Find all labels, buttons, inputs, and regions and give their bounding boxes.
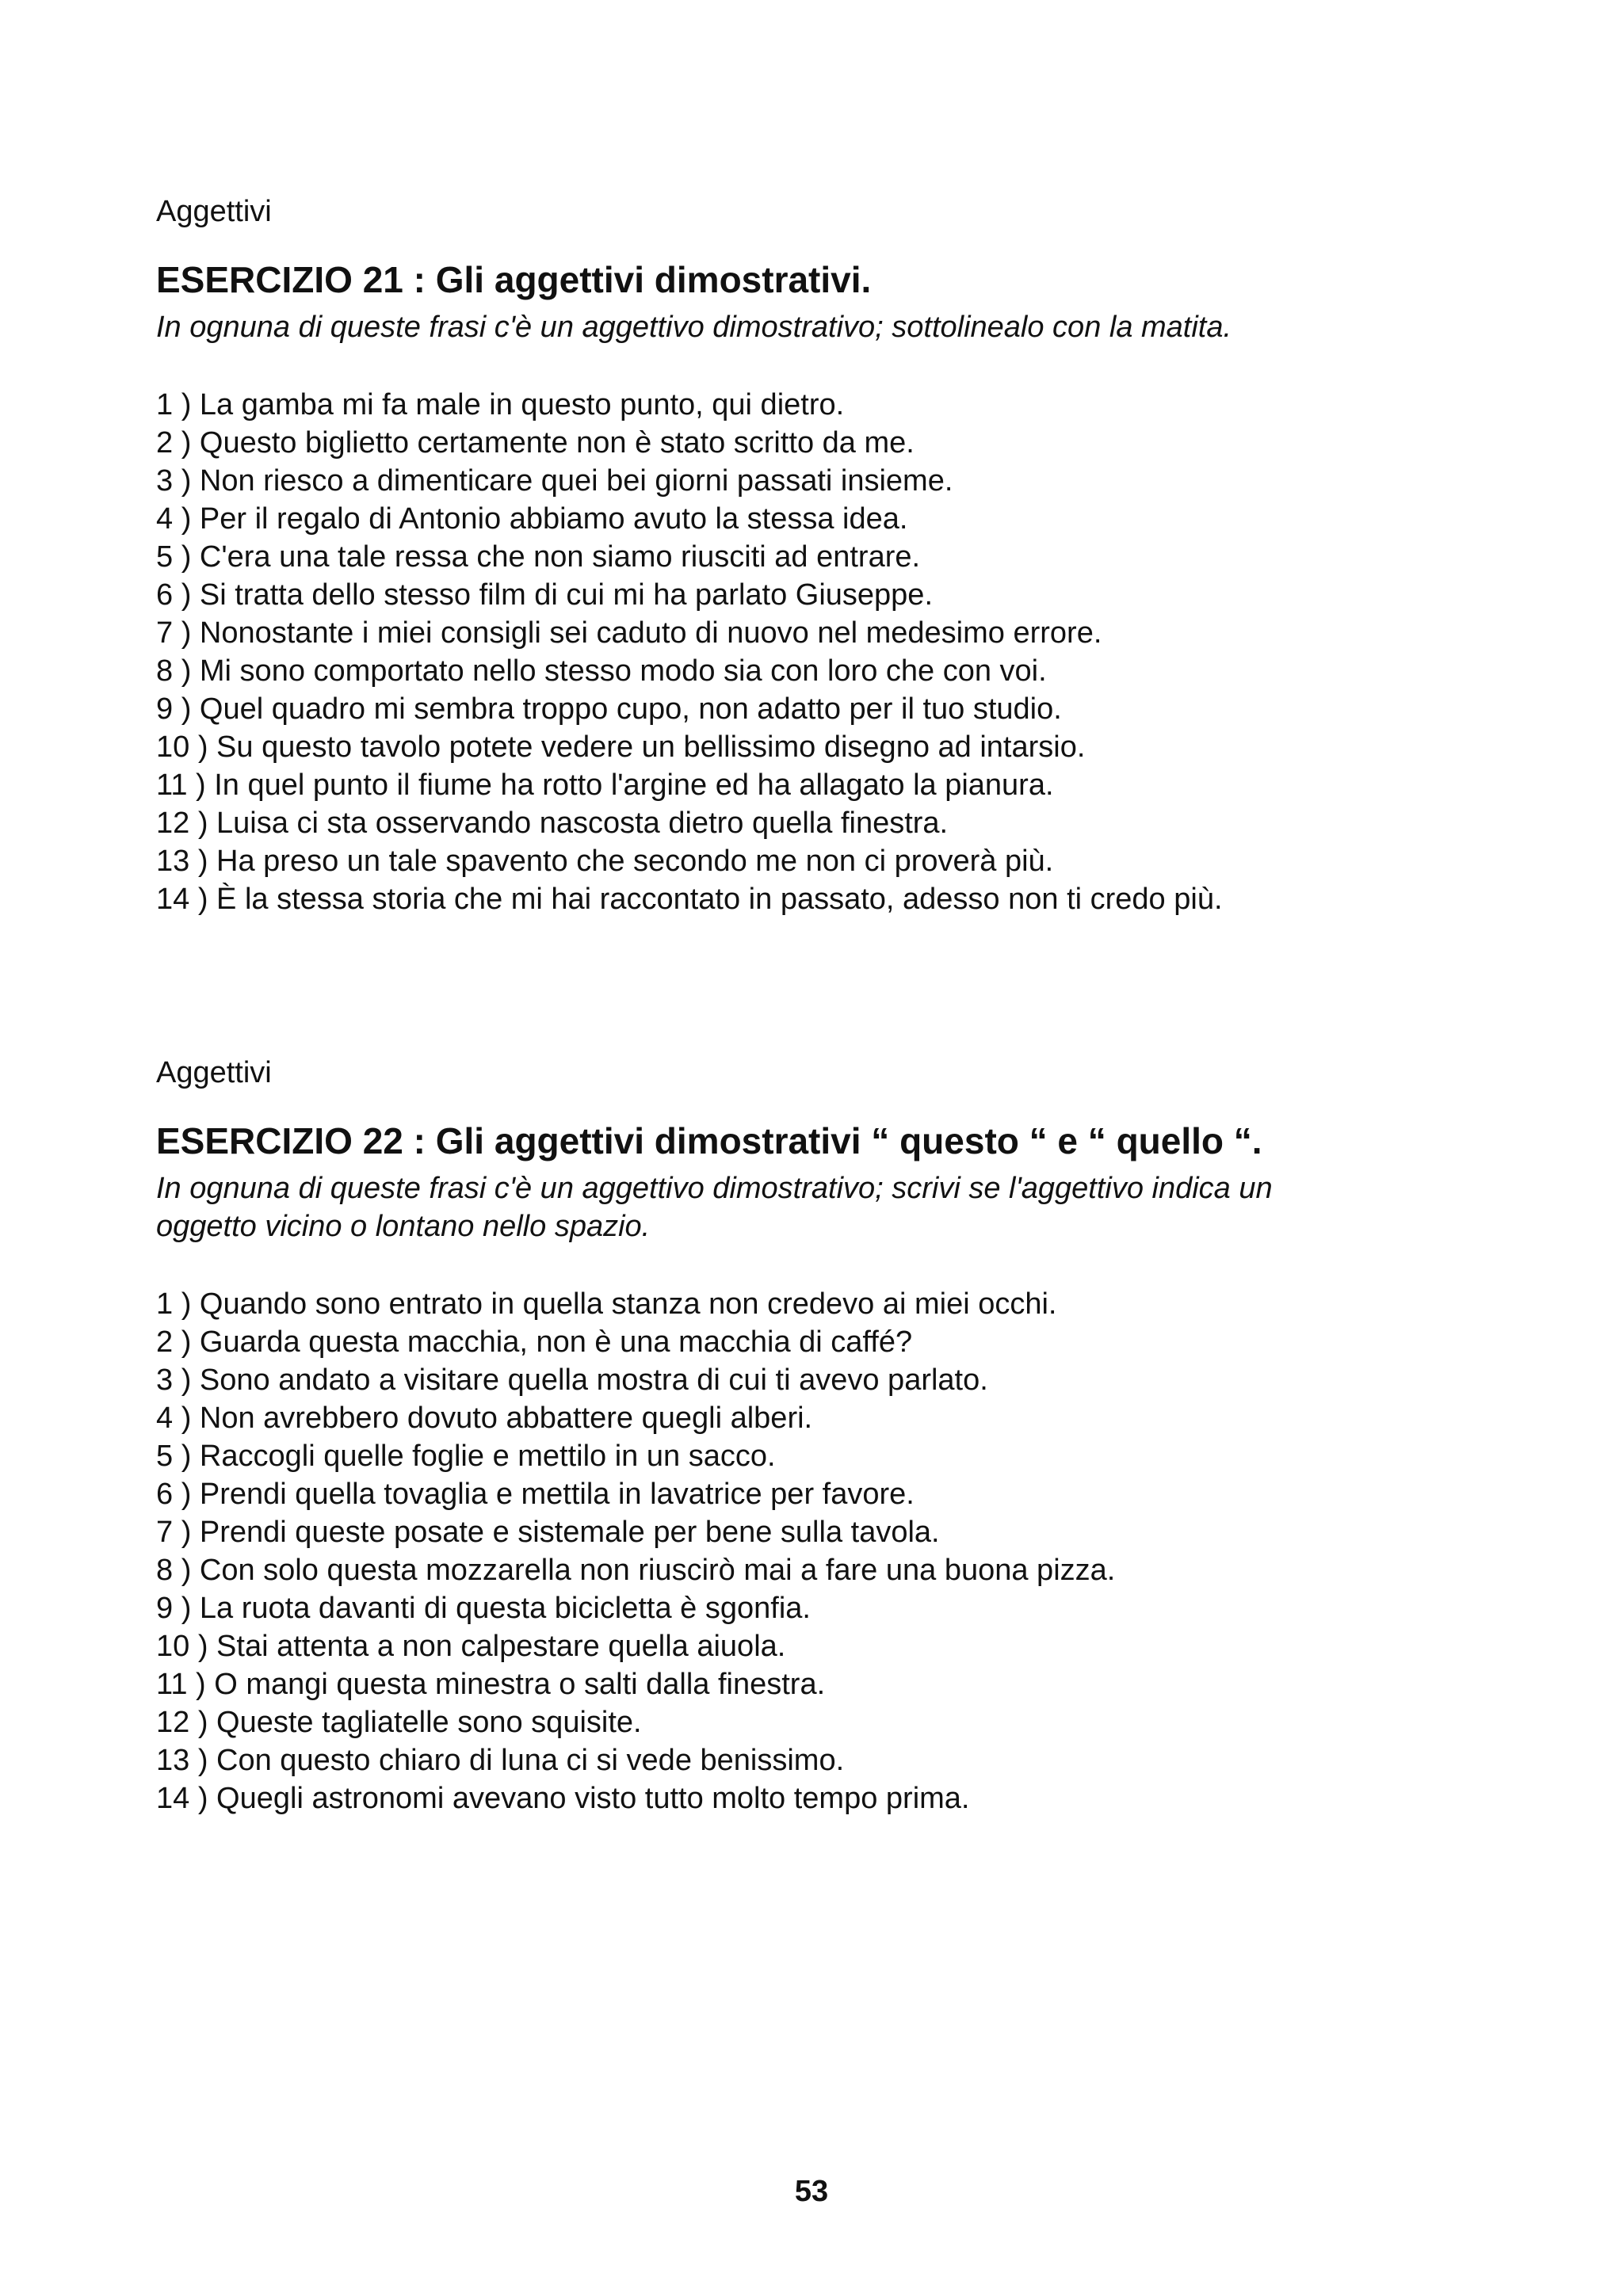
list-item: 11 ) O mangi questa minestra o salti dalla finestra.	[156, 1668, 826, 1701]
exercise-instruction: In ognuna di queste frasi c'è un aggettivo dimostrativo; sottolinealo con la matita.	[156, 311, 1232, 344]
sentence-list	[156, 1285, 1472, 1817]
list-item: 9 ) La ruota davanti di questa bicicletta è sgonfia.	[156, 1592, 811, 1625]
list-item: 11 ) In quel punto il fiume ha rotto l'argine ed ha allagato la pianura.	[156, 769, 1054, 802]
list-item: 9 ) Quel quadro mi sembra troppo cupo, non adatto per il tuo studio.	[156, 692, 1062, 726]
list-item: 6 ) Si tratta dello stesso film di cui mi ha parlato Giuseppe.	[156, 578, 934, 612]
exercise-21	[156, 193, 1472, 918]
list-item: 13 ) Con questo chiaro di luna ci si vede benissimo.	[156, 1744, 845, 1777]
list-item: 14 ) È la stessa storia che mi hai raccontato in passato, adesso non ti credo più.	[156, 883, 1223, 916]
list-item: 3 ) Sono andato a visitare quella mostra di cui ti avevo parlato.	[156, 1363, 988, 1397]
list-item: 7 ) Nonostante i miei consigli sei caduto di nuovo nel medesimo errore.	[156, 616, 1102, 650]
list-item: 12 ) Luisa ci sta osservando nascosta dietro quella finestra.	[156, 807, 949, 840]
list-item: 12 ) Queste tagliatelle sono squisite.	[156, 1706, 642, 1739]
list-item: 8 ) Mi sono comportato nello stesso modo sia con loro che con voi.	[156, 654, 1047, 688]
exercise-title: ESERCIZIO 21 : Gli aggettivi dimostrativi.	[156, 259, 872, 300]
sentence-list	[156, 386, 1472, 918]
list-item: 8 ) Con solo questa mozzarella non riuscirò mai a fare una buona pizza.	[156, 1554, 1116, 1587]
list-item: 5 ) C'era una tale ressa che non siamo riusciti ad entrare.	[156, 540, 921, 574]
list-item: 4 ) Non avrebbero dovuto abbattere quegli alberi.	[156, 1402, 813, 1435]
list-item: 1 ) La gamba mi fa male in questo punto, qui dietro.	[156, 388, 845, 421]
list-item: 7 ) Prendi queste posate e sistemale per bene sulla tavola.	[156, 1516, 940, 1549]
exercise-instruction: In ognuna di queste frasi c'è un aggettivo dimostrativo; scrivi se l'aggettivo indica un	[156, 1172, 1273, 1205]
list-item: 2 ) Guarda questa macchia, non è una macchia di caffé?	[156, 1325, 913, 1359]
list-item: 14 ) Quegli astronomi avevano visto tutto molto tempo prima.	[156, 1782, 970, 1815]
exercise-22	[156, 1054, 1472, 1817]
list-item: 5 ) Raccogli quelle foglie e mettilo in un sacco.	[156, 1440, 776, 1473]
list-item: 10 ) Stai attenta a non calpestare quella aiuola.	[156, 1630, 786, 1663]
list-item: 1 ) Quando sono entrato in quella stanza non credevo ai miei occhi.	[156, 1287, 1057, 1321]
exercise-title: ESERCIZIO 22 : Gli aggettivi dimostrativi “ questo “ e “ quello “.	[156, 1120, 1262, 1161]
list-item: 6 ) Prendi quella tovaglia e mettila in lavatrice per favore.	[156, 1478, 915, 1511]
exercise-instruction-line-2: oggetto vicino o lontano nello spazio.	[156, 1210, 651, 1243]
list-item: 3 ) Non riesco a dimenticare quei bei giorni passati insieme.	[156, 464, 953, 498]
list-item: 4 ) Per il regalo di Antonio abbiamo avuto la stessa idea.	[156, 502, 908, 536]
category-label: Aggettivi	[156, 195, 272, 228]
list-item: 13 ) Ha preso un tale spavento che secondo me non ci proverà più.	[156, 845, 1054, 878]
list-item: 2 ) Questo biglietto certamente non è stato scritto da me.	[156, 426, 915, 460]
category-label: Aggettivi	[156, 1056, 272, 1089]
page-number: 53	[794, 2175, 829, 2208]
list-item: 10 ) Su questo tavolo potete vedere un bellissimo disegno ad intarsio.	[156, 730, 1086, 764]
